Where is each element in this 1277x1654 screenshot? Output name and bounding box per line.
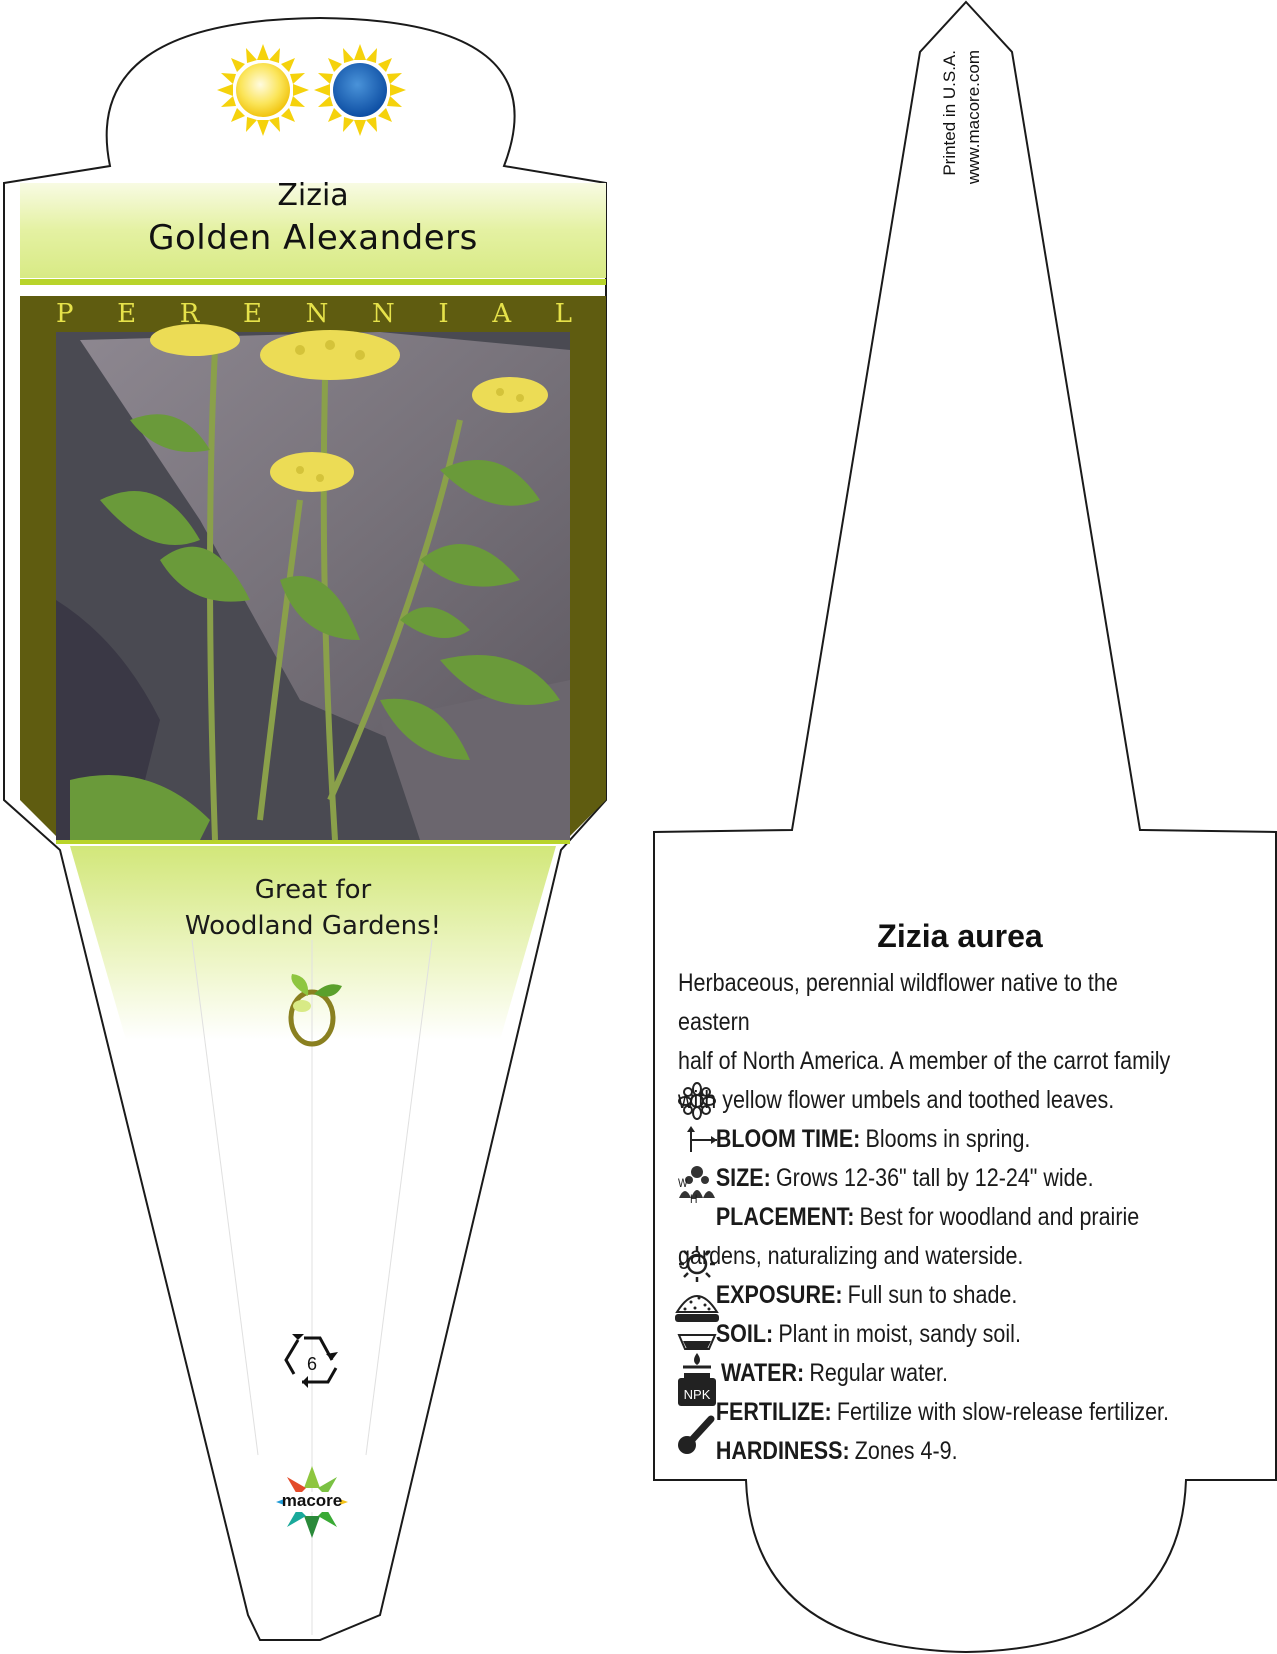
category-label	[56, 299, 572, 329]
fertilize-row	[678, 1393, 1177, 1432]
botanical-name: Zizia aurea	[877, 918, 1043, 954]
bloom-time-row	[678, 1120, 1177, 1159]
recycle-code: 6	[306, 1354, 317, 1374]
soil-row	[678, 1315, 1177, 1354]
size-label: SIZE:	[715, 1164, 771, 1192]
category-letter: I	[438, 299, 449, 329]
brand-wordmark: macore	[281, 1491, 343, 1510]
category-letter: N	[305, 299, 329, 329]
hardiness-value: Zones 4-9.	[854, 1437, 958, 1465]
category-letter: A	[492, 299, 512, 329]
bloom-time-label: BLOOM TIME:	[715, 1125, 861, 1153]
genus-name: Zizia	[277, 178, 349, 213]
fertilize-label: FERTILIZE:	[715, 1398, 832, 1426]
placement-value: Best for woodland and prairie	[859, 1203, 1140, 1231]
placement-row	[678, 1198, 1177, 1237]
size-icon-w: W	[678, 1175, 688, 1190]
category-letter: P	[56, 299, 74, 329]
fertilize-value: Fertilize with slow-release fertilizer.	[836, 1398, 1170, 1426]
category-letter: E	[117, 299, 137, 329]
common-name: Golden Alexanders	[148, 218, 478, 258]
water-row	[678, 1354, 1177, 1393]
placement-continued: gardens, naturalizing and waterside.	[678, 1242, 1024, 1270]
category-letter: R	[179, 299, 200, 329]
tagline	[60, 872, 566, 944]
water-value: Regular water.	[809, 1359, 948, 1387]
header-divider	[20, 279, 606, 285]
website: www.macore.com	[964, 50, 983, 185]
exposure-row	[678, 1276, 1177, 1315]
soil-value: Plant in moist, sandy soil.	[778, 1320, 1021, 1348]
water-label: WATER:	[721, 1359, 805, 1387]
size-value: Grows 12-36" tall by 12-24" wide.	[775, 1164, 1094, 1192]
description-line: half of North America. A member of the carrot family	[678, 1047, 1171, 1075]
fertilize-icon-text: NPK	[683, 1387, 711, 1402]
bloom-time-value: Blooms in spring.	[865, 1125, 1031, 1153]
soil-label: SOIL:	[715, 1320, 774, 1348]
category-letter: N	[372, 299, 395, 329]
description-line: with yellow flower umbels and toothed leaves.	[678, 1086, 1115, 1114]
size-icon-h: H	[690, 1191, 698, 1206]
exposure-label: EXPOSURE:	[715, 1281, 843, 1309]
plant-photo	[56, 324, 570, 840]
hardiness-label: HARDINESS:	[715, 1437, 850, 1465]
print-info	[940, 50, 1000, 230]
category-letter: E	[242, 299, 262, 329]
description-line: Herbaceous, perennial wildflower native to the eastern	[678, 969, 1118, 1036]
printed-in: Printed in U.S.A.	[940, 50, 959, 176]
hardiness-row	[678, 1432, 1177, 1471]
exposure-value: Full sun to shade.	[847, 1281, 1018, 1309]
tagline-line-1: Great for	[254, 875, 372, 905]
category-letter: L	[554, 299, 572, 329]
care-info	[678, 964, 1177, 1471]
tagline-line-2: Woodland Gardens!	[184, 911, 442, 941]
placement-label: PLACEMENT:	[715, 1203, 855, 1231]
size-row	[678, 1159, 1177, 1206]
